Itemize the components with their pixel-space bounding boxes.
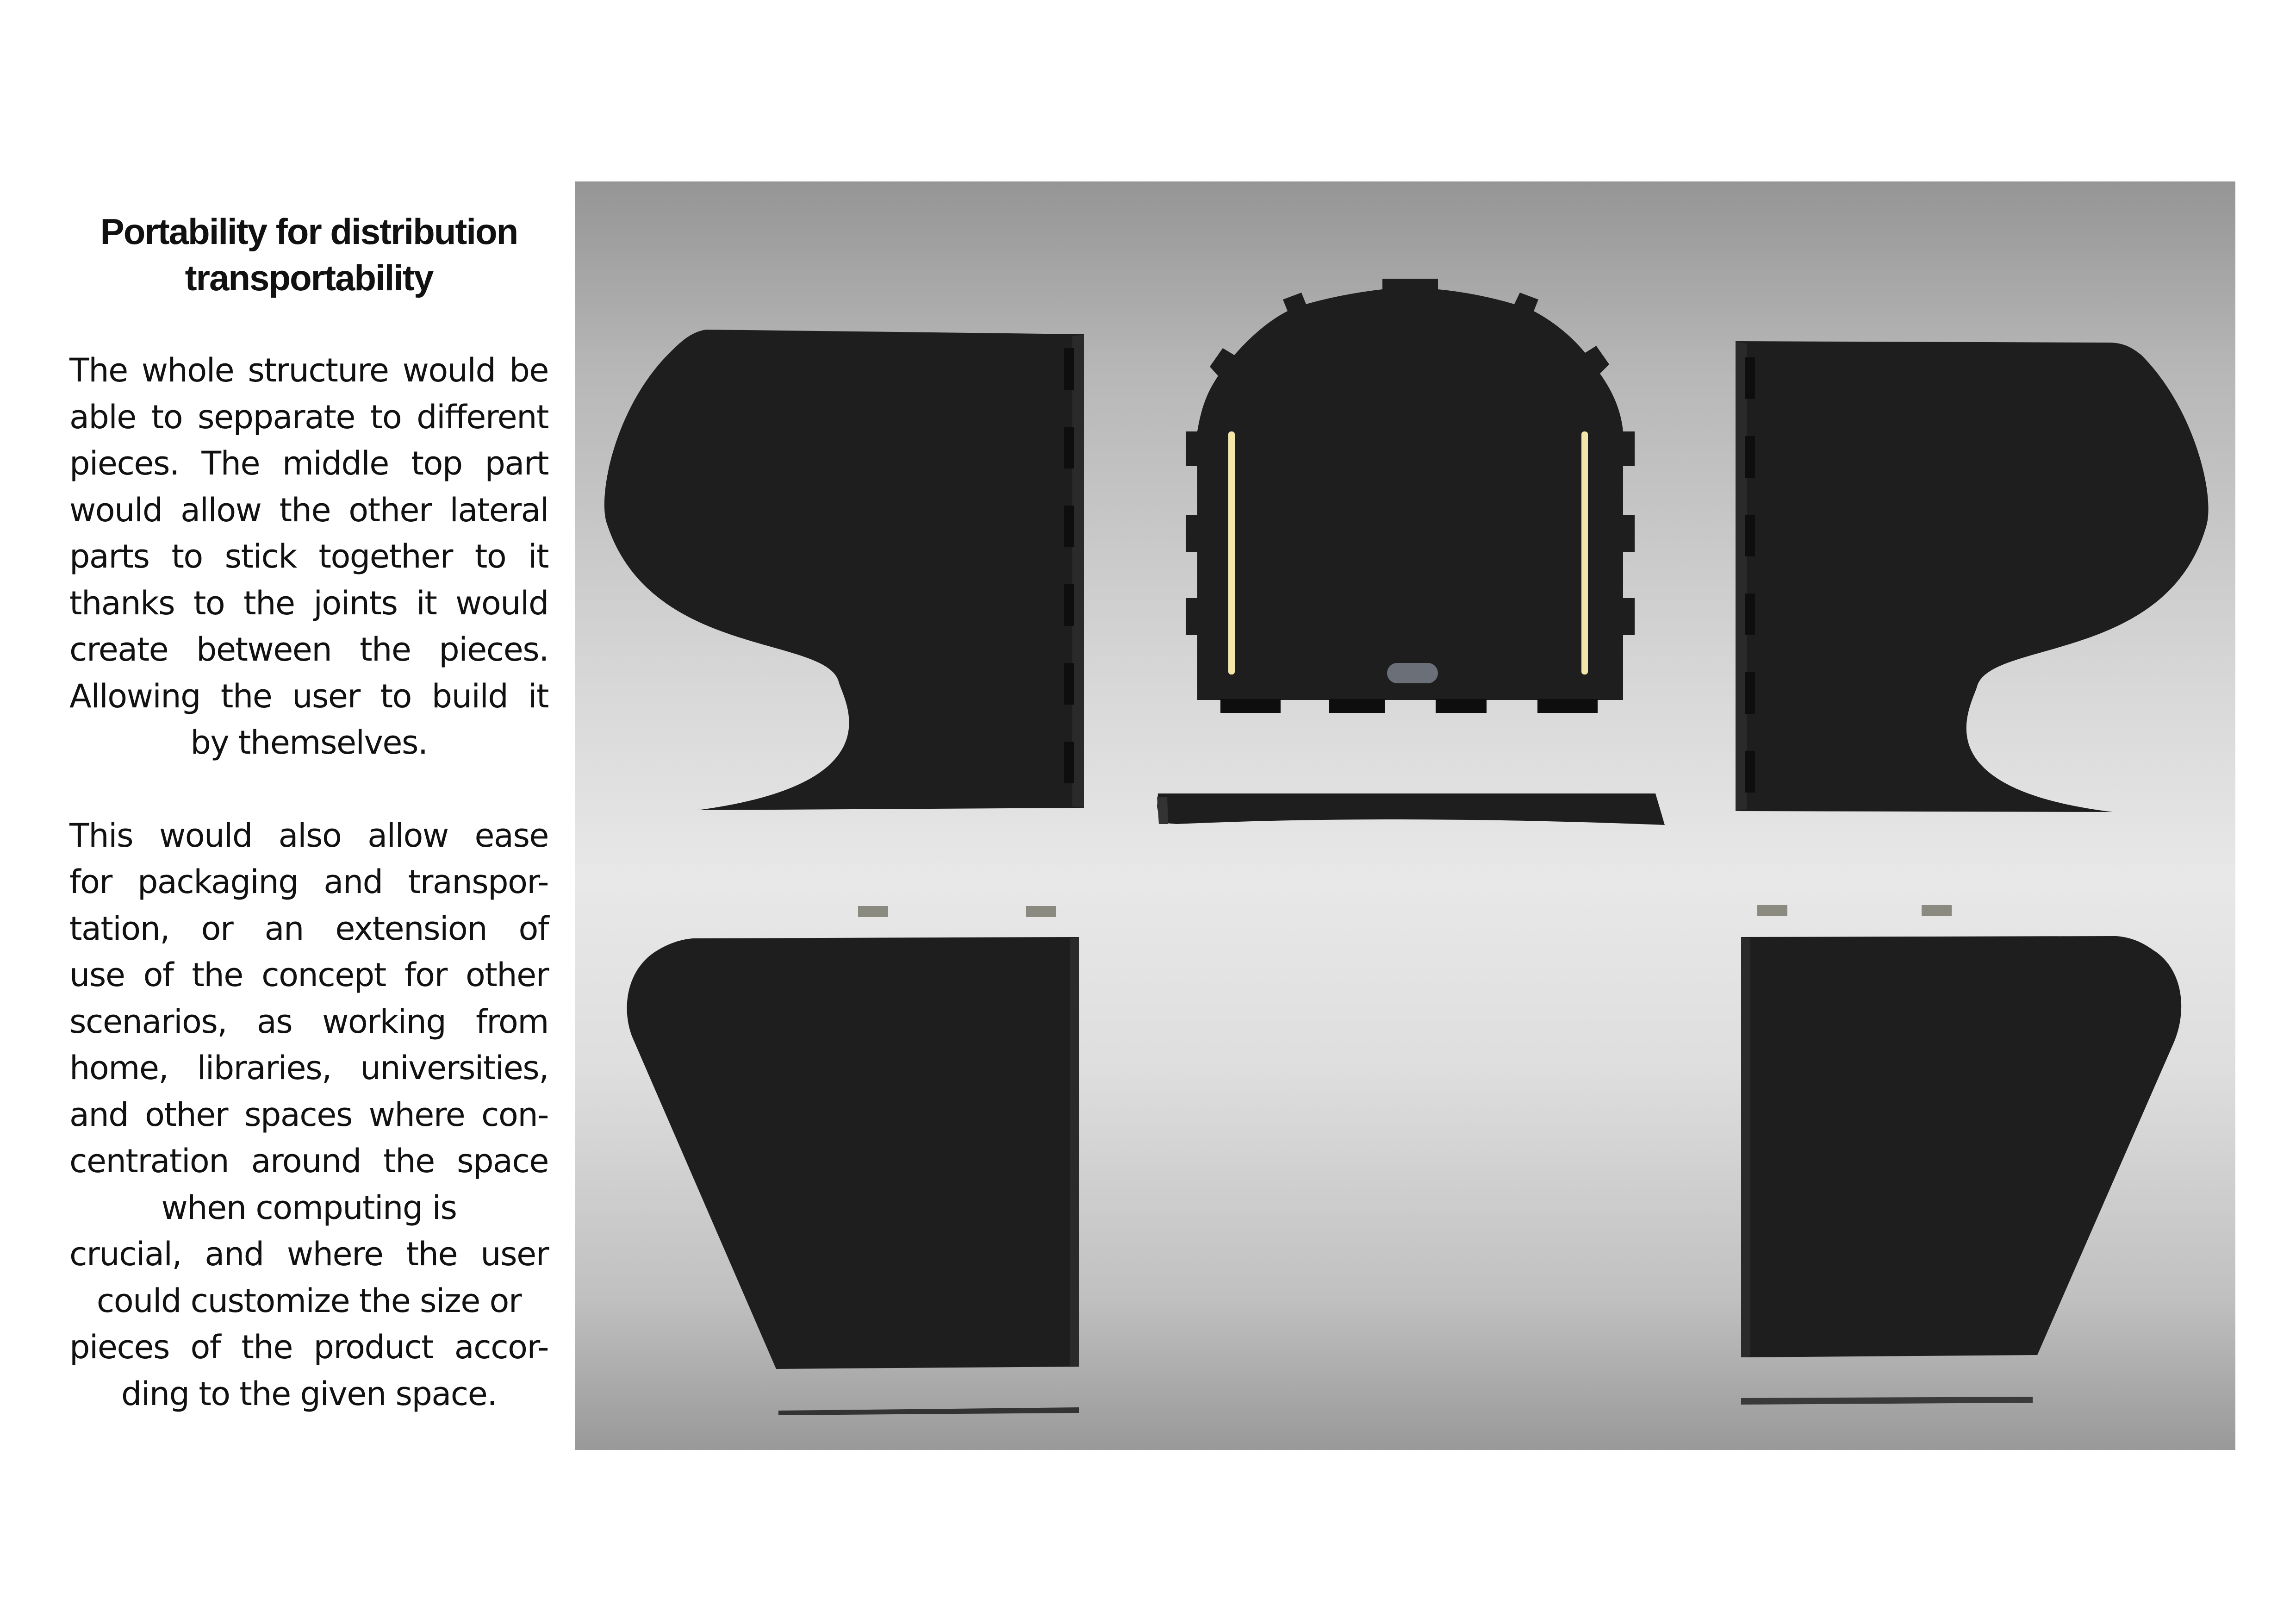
- exploded-view-drawing: [575, 181, 2235, 1450]
- top-right-lateral-panel: [1736, 341, 2209, 812]
- text-line: crucial, and where the user: [69, 1235, 548, 1273]
- text-line: by themselves.: [190, 724, 428, 762]
- paragraph-packaging: [69, 812, 548, 1418]
- text-line: thanks to the joints it would: [69, 584, 548, 622]
- top-left-lateral-panel: [604, 330, 1084, 810]
- connector-right-b: [1922, 905, 1952, 916]
- bottom-right-leg-panel: [1741, 936, 2181, 1405]
- text-line: use of the concept for other: [69, 956, 548, 994]
- page-title: [69, 208, 548, 301]
- text-line: create between the pieces.: [69, 631, 548, 668]
- connector-pieces: [858, 905, 1952, 917]
- text-line: scenarios, as working from: [69, 1002, 548, 1041]
- text-line: able to sepparate to different: [69, 398, 548, 436]
- light-strip-left: [1228, 431, 1235, 675]
- light-strip-right: [1581, 431, 1588, 675]
- text-line: would allow the other lateral: [69, 491, 548, 529]
- text-line: home, libraries, universities,: [69, 1049, 548, 1087]
- text-line: when computing is: [161, 1188, 457, 1227]
- connector-left-b: [1026, 906, 1056, 917]
- text-column: [69, 208, 548, 1417]
- text-line: for packaging and transpor-: [69, 863, 548, 901]
- power-button: [1387, 663, 1438, 683]
- text-line: ding to the given space.: [121, 1374, 497, 1413]
- text-line: tation, or an extension of: [69, 909, 548, 948]
- text-line: parts to stick together to it: [69, 537, 548, 575]
- connector-left-a: [858, 906, 888, 917]
- page-title-line-1: Portability for distribution: [100, 211, 518, 252]
- bottom-left-leg-panel: [627, 937, 1079, 1415]
- text-line: This would also allow ease: [69, 816, 548, 855]
- center-top-panel: [1186, 279, 1635, 713]
- text-line: and other spaces where con-: [69, 1095, 548, 1134]
- text-line: pieces. The middle top part: [69, 444, 548, 482]
- text-line: pieces of the product accor-: [69, 1328, 548, 1366]
- text-line: centration around the space: [69, 1142, 548, 1180]
- text-line: Allowing the user to build it: [69, 677, 548, 715]
- paragraph-separation: [69, 347, 548, 766]
- text-line: The whole structure would be: [69, 351, 548, 389]
- connector-right-a: [1757, 905, 1787, 916]
- text-line: could customize the size or: [96, 1281, 522, 1320]
- exploded-view-render: [575, 181, 2235, 1450]
- center-shelf-panel: [1157, 793, 1665, 825]
- page-title-line-2: transportability: [185, 257, 433, 298]
